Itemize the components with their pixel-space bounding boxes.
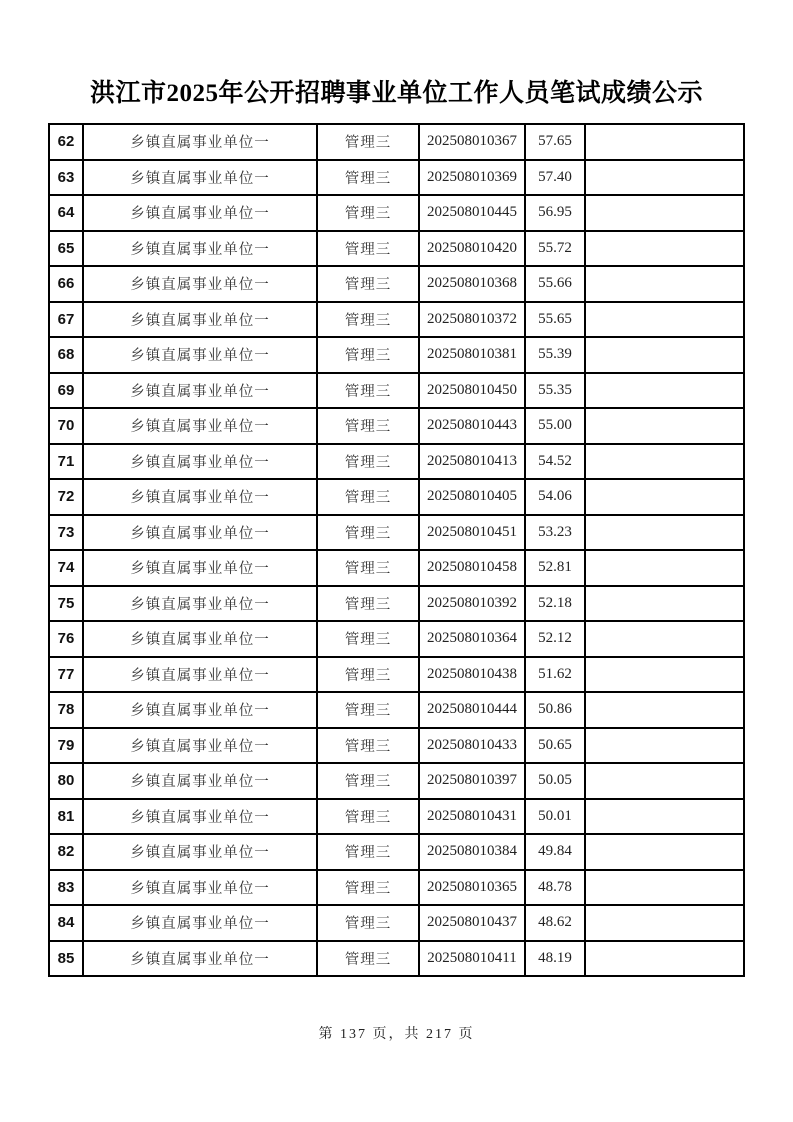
table-row: [49, 337, 744, 373]
unit-cell: 乡镇直属事业单位一: [83, 728, 317, 764]
table-row: [49, 479, 744, 515]
row-number-cell: 77: [49, 657, 83, 693]
exam-number-cell: 202508010413: [419, 444, 525, 480]
remark-cell: [585, 799, 744, 835]
score-cell: 57.65: [525, 124, 585, 160]
row-number-cell: 79: [49, 728, 83, 764]
row-number-cell: 70: [49, 408, 83, 444]
table-row: [49, 124, 744, 160]
row-number-cell: 78: [49, 692, 83, 728]
position-cell: 管理三: [317, 408, 419, 444]
row-number-cell: 63: [49, 160, 83, 196]
row-number-cell: 62: [49, 124, 83, 160]
exam-number-cell: 202508010369: [419, 160, 525, 196]
table-row: [49, 550, 744, 586]
table-row: [49, 870, 744, 906]
score-cell: 50.65: [525, 728, 585, 764]
table-row: [49, 373, 744, 409]
remark-cell: [585, 337, 744, 373]
unit-cell: 乡镇直属事业单位一: [83, 444, 317, 480]
table-row: [49, 160, 744, 196]
exam-number-cell: 202508010365: [419, 870, 525, 906]
table-row: [49, 799, 744, 835]
score-cell: 48.62: [525, 905, 585, 941]
exam-number-cell: 202508010364: [419, 621, 525, 657]
score-cell: 55.66: [525, 266, 585, 302]
remark-cell: [585, 231, 744, 267]
score-cell: 53.23: [525, 515, 585, 551]
score-cell: 52.81: [525, 550, 585, 586]
unit-cell: 乡镇直属事业单位一: [83, 657, 317, 693]
score-cell: 55.39: [525, 337, 585, 373]
exam-number-cell: 202508010372: [419, 302, 525, 338]
remark-cell: [585, 657, 744, 693]
remark-cell: [585, 266, 744, 302]
unit-cell: 乡镇直属事业单位一: [83, 231, 317, 267]
unit-cell: 乡镇直属事业单位一: [83, 621, 317, 657]
unit-cell: 乡镇直属事业单位一: [83, 266, 317, 302]
unit-cell: 乡镇直属事业单位一: [83, 550, 317, 586]
exam-number-cell: 202508010444: [419, 692, 525, 728]
unit-cell: 乡镇直属事业单位一: [83, 586, 317, 622]
score-cell: 52.12: [525, 621, 585, 657]
row-number-cell: 82: [49, 834, 83, 870]
position-cell: 管理三: [317, 195, 419, 231]
exam-number-cell: 202508010437: [419, 905, 525, 941]
exam-number-cell: 202508010420: [419, 231, 525, 267]
unit-cell: 乡镇直属事业单位一: [83, 763, 317, 799]
exam-number-cell: 202508010381: [419, 337, 525, 373]
position-cell: 管理三: [317, 763, 419, 799]
position-cell: 管理三: [317, 799, 419, 835]
table-row: [49, 302, 744, 338]
position-cell: 管理三: [317, 550, 419, 586]
remark-cell: [585, 124, 744, 160]
score-cell: 57.40: [525, 160, 585, 196]
row-number-cell: 65: [49, 231, 83, 267]
score-cell: 55.00: [525, 408, 585, 444]
remark-cell: [585, 444, 744, 480]
score-cell: 54.06: [525, 479, 585, 515]
exam-number-cell: 202508010458: [419, 550, 525, 586]
exam-number-cell: 202508010405: [419, 479, 525, 515]
page-footer: 第 137 页，共 217 页: [318, 1027, 475, 1042]
unit-cell: 乡镇直属事业单位一: [83, 692, 317, 728]
table-row: [49, 408, 744, 444]
position-cell: 管理三: [317, 266, 419, 302]
unit-cell: 乡镇直属事业单位一: [83, 515, 317, 551]
exam-number-cell: 202508010411: [419, 941, 525, 977]
remark-cell: [585, 692, 744, 728]
remark-cell: [585, 621, 744, 657]
remark-cell: [585, 728, 744, 764]
position-cell: 管理三: [317, 657, 419, 693]
unit-cell: 乡镇直属事业单位一: [83, 799, 317, 835]
remark-cell: [585, 302, 744, 338]
remark-cell: [585, 763, 744, 799]
row-number-cell: 66: [49, 266, 83, 302]
row-number-cell: 80: [49, 763, 83, 799]
score-cell: 48.19: [525, 941, 585, 977]
position-cell: 管理三: [317, 373, 419, 409]
score-cell: 50.05: [525, 763, 585, 799]
position-cell: 管理三: [317, 124, 419, 160]
score-cell: 55.35: [525, 373, 585, 409]
row-number-cell: 72: [49, 479, 83, 515]
position-cell: 管理三: [317, 870, 419, 906]
score-cell: 55.65: [525, 302, 585, 338]
remark-cell: [585, 373, 744, 409]
row-number-cell: 75: [49, 586, 83, 622]
score-table: [48, 123, 745, 977]
exam-number-cell: 202508010433: [419, 728, 525, 764]
remark-cell: [585, 941, 744, 977]
unit-cell: 乡镇直属事业单位一: [83, 834, 317, 870]
position-cell: 管理三: [317, 444, 419, 480]
unit-cell: 乡镇直属事业单位一: [83, 195, 317, 231]
table-row: [49, 728, 744, 764]
remark-cell: [585, 905, 744, 941]
exam-number-cell: 202508010392: [419, 586, 525, 622]
score-cell: 51.62: [525, 657, 585, 693]
unit-cell: 乡镇直属事业单位一: [83, 160, 317, 196]
remark-cell: [585, 870, 744, 906]
position-cell: 管理三: [317, 834, 419, 870]
position-cell: 管理三: [317, 302, 419, 338]
row-number-cell: 85: [49, 941, 83, 977]
score-cell: 50.01: [525, 799, 585, 835]
score-cell: 52.18: [525, 586, 585, 622]
table-row: [49, 834, 744, 870]
score-cell: 54.52: [525, 444, 585, 480]
table-row: [49, 621, 744, 657]
unit-cell: 乡镇直属事业单位一: [83, 373, 317, 409]
remark-cell: [585, 834, 744, 870]
position-cell: 管理三: [317, 905, 419, 941]
exam-number-cell: 202508010384: [419, 834, 525, 870]
row-number-cell: 69: [49, 373, 83, 409]
unit-cell: 乡镇直属事业单位一: [83, 941, 317, 977]
unit-cell: 乡镇直属事业单位一: [83, 337, 317, 373]
remark-cell: [585, 586, 744, 622]
position-cell: 管理三: [317, 231, 419, 267]
position-cell: 管理三: [317, 586, 419, 622]
score-cell: 49.84: [525, 834, 585, 870]
position-cell: 管理三: [317, 728, 419, 764]
unit-cell: 乡镇直属事业单位一: [83, 479, 317, 515]
unit-cell: 乡镇直属事业单位一: [83, 124, 317, 160]
position-cell: 管理三: [317, 515, 419, 551]
row-number-cell: 67: [49, 302, 83, 338]
table-row: [49, 692, 744, 728]
position-cell: 管理三: [317, 479, 419, 515]
exam-number-cell: 202508010443: [419, 408, 525, 444]
row-number-cell: 76: [49, 621, 83, 657]
remark-cell: [585, 515, 744, 551]
exam-number-cell: 202508010367: [419, 124, 525, 160]
exam-number-cell: 202508010438: [419, 657, 525, 693]
position-cell: 管理三: [317, 160, 419, 196]
score-cell: 48.78: [525, 870, 585, 906]
page-title: 洪江市2025年公开招聘事业单位工作人员笔试成绩公示: [89, 80, 703, 107]
score-table-body: [49, 124, 744, 976]
unit-cell: 乡镇直属事业单位一: [83, 302, 317, 338]
unit-cell: 乡镇直属事业单位一: [83, 870, 317, 906]
table-row: [49, 231, 744, 267]
remark-cell: [585, 195, 744, 231]
row-number-cell: 71: [49, 444, 83, 480]
remark-cell: [585, 160, 744, 196]
row-number-cell: 81: [49, 799, 83, 835]
row-number-cell: 83: [49, 870, 83, 906]
table-row: [49, 905, 744, 941]
remark-cell: [585, 550, 744, 586]
table-row: [49, 266, 744, 302]
remark-cell: [585, 479, 744, 515]
table-row: [49, 444, 744, 480]
table-row: [49, 586, 744, 622]
exam-number-cell: 202508010450: [419, 373, 525, 409]
exam-number-cell: 202508010445: [419, 195, 525, 231]
position-cell: 管理三: [317, 941, 419, 977]
table-row: [49, 515, 744, 551]
score-cell: 50.86: [525, 692, 585, 728]
position-cell: 管理三: [317, 692, 419, 728]
row-number-cell: 64: [49, 195, 83, 231]
exam-number-cell: 202508010368: [419, 266, 525, 302]
row-number-cell: 84: [49, 905, 83, 941]
row-number-cell: 73: [49, 515, 83, 551]
exam-number-cell: 202508010431: [419, 799, 525, 835]
remark-cell: [585, 408, 744, 444]
exam-number-cell: 202508010451: [419, 515, 525, 551]
exam-number-cell: 202508010397: [419, 763, 525, 799]
row-number-cell: 74: [49, 550, 83, 586]
position-cell: 管理三: [317, 621, 419, 657]
unit-cell: 乡镇直属事业单位一: [83, 408, 317, 444]
table-row: [49, 941, 744, 977]
position-cell: 管理三: [317, 337, 419, 373]
row-number-cell: 68: [49, 337, 83, 373]
table-row: [49, 763, 744, 799]
table-row: [49, 195, 744, 231]
table-row: [49, 657, 744, 693]
score-cell: 56.95: [525, 195, 585, 231]
score-cell: 55.72: [525, 231, 585, 267]
unit-cell: 乡镇直属事业单位一: [83, 905, 317, 941]
